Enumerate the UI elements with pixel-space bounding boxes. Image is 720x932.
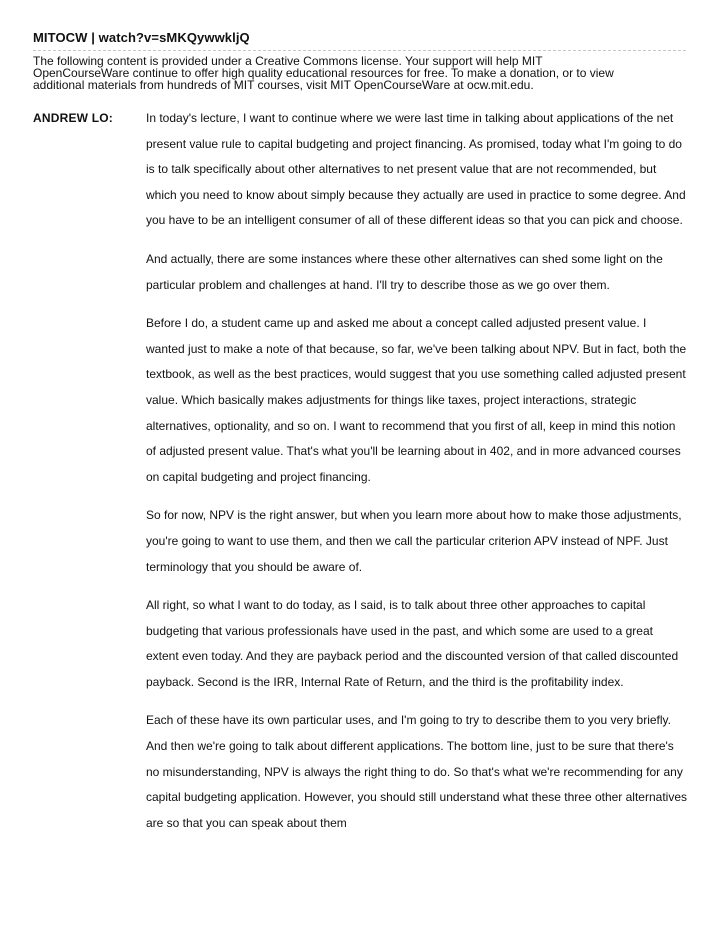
speaker-label: ANDREW LO: [33, 111, 113, 125]
transcript-paragraph: In today's lecture, I want to continue where we were last time in talking about applications of the net present value rule to capital budgeting and project financing. As promised, today what I'm going to do is to talk specifically about other alternatives to net present value that are not recommended, but which you need to know about simply because they actually are used in practice to some degree. And you have to be an intelligent consumer of all of these different ideas so that you can pick and choose. [146, 111, 686, 228]
title-divider [33, 50, 686, 51]
document-title: MITOCW | watch?v=sMKQywwkljQ [33, 30, 250, 45]
transcript-paragraph: All right, so what I want to do today, as I said, is to talk about three other approaches to capital budgeting that various professionals have used in the past, and which some are used to a great extent even today. And they are payback period and the discounted version of that called discounted payback. Second is the IRR, Internal Rate of Return, and the third is the profitability index. [146, 598, 679, 689]
transcript-paragraph: So for now, NPV is the right answer, but when you learn more about how to make those adjustments, you're going to want to use them, and then we call the particular criterion APV instead of NPF. Just terminology that you should be aware of. [146, 508, 682, 574]
license-line: additional materials from hundreds of MIT courses, visit MIT OpenCourseWare at ocw.mit.edu. [33, 78, 534, 92]
license-line: OpenCourseWare continue to offer high quality educational resources for free. To make a donation, or to view [33, 66, 614, 80]
transcript-paragraph: Before I do, a student came up and asked me about a concept called adjusted present value. I wanted just to make a note of that because, so far, we've been talking about NPV. But in fact, both the textbook, as well as the best practices, would suggest that you use something called adjusted present value. Which basically makes adjustments for things like taxes, project interactions, strategic alternatives, optionality, and so on. I want to recommend that you first of all, keep in mind this notion of adjusted present value. That's what you'll be learning about in 402, and in more advanced courses on capital budgeting and project financing. [146, 316, 687, 484]
license-line: The following content is provided under a Creative Commons license. Your support will help MIT [33, 54, 543, 68]
transcript-paragraph: Each of these have its own particular uses, and I'm going to try to describe them to you very briefly. And then we're going to talk about different applications. The bottom line, just to be sure that there's no misunderstanding, NPV is always the right thing to do. So that's what we're recommending for any capital budgeting application. However, you should still understand what these three other alternatives are so that you can speak about them [146, 713, 688, 830]
transcript-paragraph: And actually, there are some instances where these other alternatives can shed some light on the particular problem and challenges at hand. I'll try to describe those as we go over them. [146, 251, 663, 292]
license-notice [33, 55, 688, 91]
transcript-body [146, 106, 688, 849]
